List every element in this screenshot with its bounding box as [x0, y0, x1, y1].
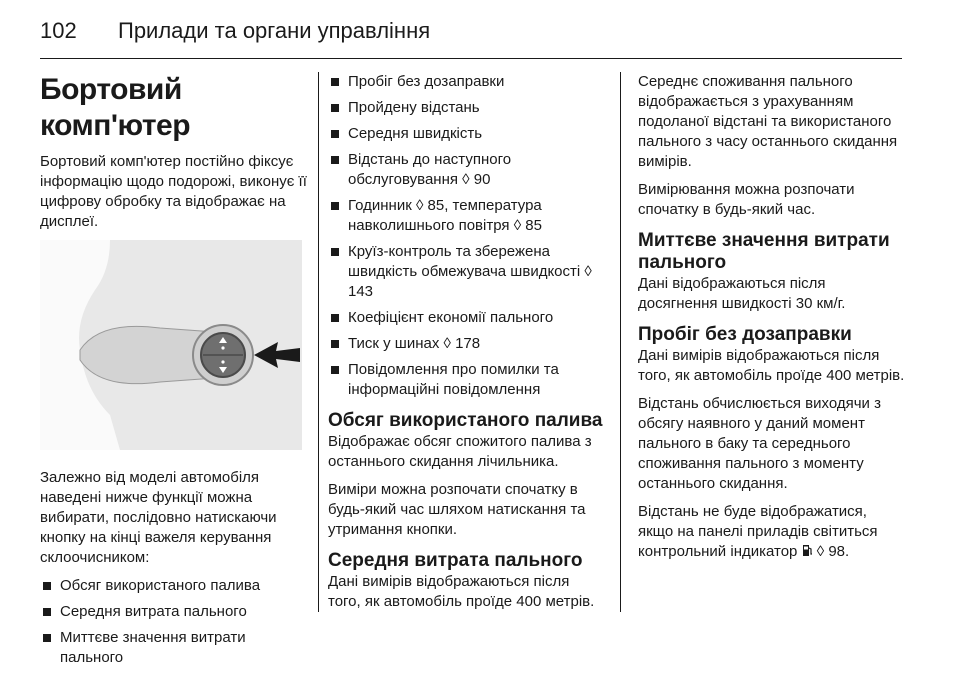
- list-item: Круїз-контроль та збережена швидкість обмежувача швидкості ◊ 143: [328, 242, 606, 302]
- list-item: Коефіцієнт економії пального: [328, 308, 606, 328]
- average-consumption-paragraph-1: Дані вимірів відображаються після того, як автомобіль проїде 400 метрів.: [328, 573, 595, 610]
- range-paragraph-2: Відстань обчислюється виходячи з обсягу наявного у даний момент пального в баку та середнього споживання пального з моменту останнього скидання.: [638, 395, 881, 492]
- column-divider: [318, 72, 319, 612]
- column-divider: [620, 72, 621, 612]
- list-item: Тиск у шинах ◊ 178: [328, 334, 606, 354]
- range-paragraph-3-text: Відстань не буде відображатися, якщо на панелі приладів світиться контрольний індикатор: [638, 503, 878, 560]
- fuel-used-paragraph-2: Виміри можна розпочати спочатку в будь-який час шляхом натискання та утримання кнопки.: [328, 481, 586, 538]
- list-item: Годинник ◊ 85, температура навколишнього повітря ◊ 85: [328, 196, 606, 236]
- arrow-left-icon: [254, 342, 300, 368]
- section-heading-board-computer: Бортовий комп'ютер: [40, 73, 191, 142]
- list-item: Повідомлення про помилки та інформаційні повідомлення: [328, 360, 606, 400]
- fuel-used-paragraph-1: Відображає обсяг спожитого палива з останнього скидання лічильника.: [328, 433, 592, 470]
- list-item: Відстань до наступного обслуговування ◊ 90: [328, 150, 606, 190]
- list-item: Середня швидкість: [328, 124, 606, 144]
- wiper-stalk-drawing: [40, 240, 302, 450]
- range-paragraph-3: [638, 502, 906, 562]
- column-1: [40, 72, 308, 674]
- intro-paragraph: Бортовий комп'ютер постійно фіксує інформацію щодо подорожі, виконує її цифрову обробку та відображає на дисплеї.: [40, 153, 307, 230]
- range-paragraph-3-ref: ◊ 98.: [816, 543, 850, 560]
- list-item: Обсяг використаного палива: [40, 576, 308, 596]
- list-item: Пробіг без дозаправки: [328, 72, 606, 92]
- subheading-average-consumption: Середня витрата пального: [328, 550, 583, 571]
- page-number: 102: [40, 18, 77, 43]
- column-2: [328, 72, 606, 620]
- subheading-range: Пробіг без дозаправки: [638, 324, 852, 345]
- wiper-stalk-illustration: [40, 240, 302, 450]
- list-item: Середня витрата пального: [40, 602, 308, 622]
- fuel-pump-icon: [802, 544, 813, 557]
- range-paragraph-1: Дані вимірів відображаються після того, як автомобіль проїде 400 метрів.: [638, 347, 905, 384]
- subheading-instant-consumption: Миттєве значення витрати пального: [638, 230, 890, 273]
- functions-list-2: [328, 72, 606, 400]
- list-item: Миттєве значення витрати пального: [40, 628, 308, 668]
- subheading-fuel-used: Обсяг використаного палива: [328, 410, 603, 431]
- instant-consumption-paragraph: Дані відображаються після досягнення швидкості 30 км/г.: [638, 275, 846, 312]
- functions-list-1: [40, 576, 308, 668]
- average-consumption-paragraph-2: Середнє споживання пального відображається з урахуванням подоланої відстані та використаного пального з часу останнього скидання вимірів.: [638, 73, 898, 170]
- functions-paragraph: Залежно від моделі автомобіля наведені нижче функції можна вибирати, послідовно натискаючи кнопку на кінці важеля керування склоочисником:: [40, 469, 277, 566]
- average-consumption-paragraph-3: Вимірювання можна розпочати спочатку в будь-який час.: [638, 181, 855, 218]
- column-3: [638, 72, 906, 570]
- page-header-title: Прилади та органи управління: [118, 18, 431, 43]
- list-item: Пройдену відстань: [328, 98, 606, 118]
- header-rule: [40, 58, 902, 59]
